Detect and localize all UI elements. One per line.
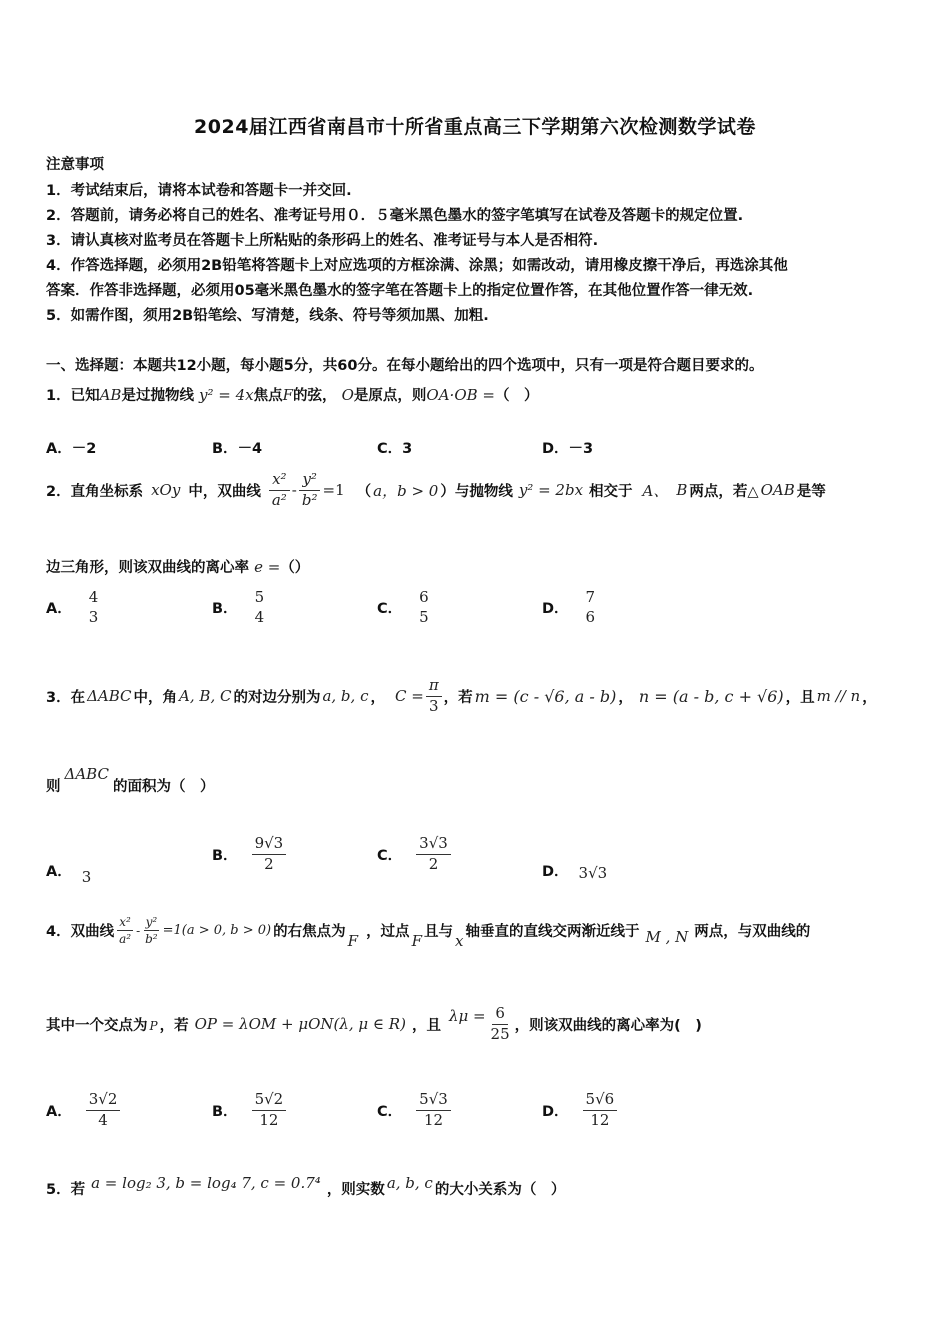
q2-text: （: [356, 483, 372, 500]
q4-math: x: [454, 931, 464, 950]
q2-text: 中，双曲线: [188, 483, 261, 500]
q3-option-a[interactable]: A． 3: [46, 864, 92, 886]
q4-text: 且与: [423, 924, 453, 941]
q4-text: 轴垂直的直线交两渐近线于: [465, 924, 640, 941]
q3-text: ，: [862, 689, 877, 706]
q4-option-b[interactable]: B． $\frac{5√2}{12}$: [212, 1092, 286, 1129]
q4-math: P: [149, 1019, 158, 1034]
q3-math: m = (c - √6, a - b): [474, 686, 617, 706]
q4-fraction: $\frac{\text{x²}}{\text{a²}}$: [119, 915, 132, 946]
q3-text: 3．在: [46, 689, 86, 706]
q2-math: OAB: [760, 481, 795, 500]
q2-text: ）与抛物线: [440, 483, 513, 500]
q2-math: a，b > 0: [373, 481, 439, 500]
q4-math: M , N: [645, 927, 689, 946]
q1-math: y² = 4x: [199, 386, 254, 404]
q2-math: e =: [254, 558, 281, 576]
q3-text: 的面积为（ ）: [112, 779, 215, 795]
q2-option-c[interactable]: C． 6 5: [377, 588, 429, 626]
q1-text: 1．已知: [46, 388, 100, 404]
question-4: [46, 915, 811, 950]
question-3: [46, 678, 877, 715]
q1-option-b[interactable]: B．－4: [212, 441, 263, 457]
q2-math: xOy: [151, 481, 181, 500]
q4-text: ，若: [159, 1017, 189, 1034]
q4-text: ，则该双曲线的离心率为( ): [514, 1017, 702, 1034]
q4-fraction: $\frac{6}{25}$: [490, 1004, 510, 1043]
q4-math: F: [347, 931, 359, 950]
q4-text: 其中一个交点为: [46, 1017, 148, 1034]
q3-text: 则: [46, 779, 61, 795]
q3-text: ，: [618, 689, 633, 706]
q5-math: a, b, c: [386, 1173, 433, 1192]
q2-text: 相交于: [589, 483, 633, 500]
question-5: [46, 1173, 566, 1199]
q3-math: m // n: [816, 687, 861, 706]
q3-text: ，且: [785, 689, 815, 706]
q2-option-d[interactable]: D． 7 6: [542, 588, 596, 626]
q3-text: ，: [370, 689, 385, 706]
q5-text: 的大小关系为（ ）: [434, 1182, 566, 1198]
q5-text: ，则实数: [326, 1182, 385, 1198]
q3-option-b[interactable]: B． $\frac{9√3}{2}$: [212, 836, 286, 873]
question-4-line2: [46, 1006, 702, 1043]
q3-option-c[interactable]: C． $\frac{3√3}{2}$: [377, 836, 451, 873]
q2-math: B: [676, 481, 688, 500]
q4-math: -: [136, 923, 141, 938]
q2-text: 边三角形，则该双曲线的离心率: [46, 560, 249, 576]
q4-text: ，且: [411, 1017, 441, 1034]
q3-math: C =: [394, 687, 424, 706]
q1-text: 是原点，则: [353, 388, 427, 404]
notice-item: 4．作答选择题，必须用2B铅笔将答题卡上对应选项的方框涂满、涂黑；如需改动，请用橡皮擦干净后，再选涂其他: [46, 258, 788, 274]
q4-text: 的右焦点为: [273, 924, 346, 941]
q2-math: y² = 2bx: [518, 481, 584, 500]
q3-option-d[interactable]: D． 3√3: [542, 864, 608, 882]
q2-math: =1: [322, 481, 345, 500]
q1-text: （ ）: [494, 388, 539, 404]
q3-text: 的对边分别为: [233, 689, 321, 706]
notice-heading: 注意事项: [46, 157, 104, 173]
q4-text: 4．双曲线: [46, 924, 115, 941]
q4-option-a[interactable]: A． $\frac{3√2}{4}$: [46, 1092, 120, 1129]
q2-math: A、: [642, 481, 669, 500]
q1-option-c[interactable]: C．3: [377, 441, 413, 457]
q1-option-d[interactable]: D．－3: [542, 441, 594, 457]
question-2: [46, 472, 826, 509]
q1-text: 的弦，: [293, 388, 337, 404]
q4-text: 两点，与双曲线的: [694, 924, 811, 941]
notice-item: 1．考试结束后，请将本试卷和答题卡一并交回.: [46, 183, 352, 199]
question-1: [46, 384, 538, 405]
q4-fraction: $\frac{\text{y²}}{\text{b²}}$: [145, 915, 158, 946]
q1-text: 焦点: [253, 388, 283, 404]
q2-fraction: $\frac{\text{x²}}{\text{a²}}$: [269, 472, 290, 509]
q1-text: 是过抛物线: [121, 388, 194, 404]
q3-fraction: $\frac{\pi}{3}$: [426, 678, 442, 715]
q1-math: OA·OB =: [426, 386, 495, 404]
q4-option-c[interactable]: C． $\frac{5√3}{12}$: [377, 1092, 451, 1129]
notice-item: 5．如需作图，须用2B铅笔绘、写清楚，线条、符号等须加黑、加粗.: [46, 308, 489, 324]
q1-math: AB: [99, 386, 122, 404]
q2-fraction: $\frac{\text{y²}}{\text{b²}}$: [299, 472, 321, 509]
section-heading: 一、选择题：本题共12小题，每小题5分，共60分。在每小题给出的四个选项中，只有一项是符合题目要求的。: [46, 358, 764, 374]
q4-text: ，过点: [366, 924, 410, 941]
q3-text: 中，角: [133, 689, 178, 706]
notice-item: 2．答题前，请务必将自己的姓名、准考证号用０．５毫米黑色墨水的签字笔填写在试卷及答题卡的规定位置.: [46, 208, 744, 224]
q2-text: 是等: [796, 483, 826, 500]
q3-math: A, B, C: [179, 687, 232, 706]
q1-option-a[interactable]: A．－2: [46, 441, 97, 457]
q2-option-a[interactable]: A． 4 3: [46, 588, 99, 626]
question-3-line2: [46, 765, 215, 796]
q2-option-b[interactable]: B． 5 4: [212, 588, 265, 626]
question-2-line2: [46, 556, 309, 577]
q3-math: n = (a - b, c + √6): [638, 686, 784, 706]
q3-math: ΔABC: [64, 765, 109, 783]
q3-math: a, b, c: [322, 687, 369, 706]
q3-math: ΔABC: [87, 687, 132, 706]
q1-math: O: [341, 386, 354, 404]
q2-text: （）: [280, 560, 310, 576]
q2-text: 两点，若△: [689, 483, 759, 500]
notice-item: 3．请认真核对监考员在答题卡上所粘贴的条形码上的姓名、准考证号与本人是否相符.: [46, 233, 599, 249]
q5-text: 5．若: [46, 1182, 86, 1198]
q4-option-d[interactable]: D． $\frac{5√6}{12}$: [542, 1092, 617, 1129]
q4-math: =1(a > 0, b > 0): [162, 923, 272, 939]
q5-math: a = log₂ 3, b = log₄ 7, c = 0.7⁴: [91, 1173, 321, 1192]
page-title: 2024届江西省南昌市十所省重点高三下学期第六次检测数学试卷: [194, 116, 756, 138]
q2-math: -: [291, 481, 297, 500]
q1-math: F: [282, 386, 294, 404]
notice-item: 答案．作答非选择题，必须用05毫米黑色墨水的签字笔在答题卡上的指定位置作答，在其他位置作答一律无效.: [46, 283, 754, 299]
q2-text: 2．直角坐标系: [46, 483, 144, 500]
q4-math: F: [411, 931, 422, 950]
q3-text: ，若: [443, 689, 473, 706]
q4-math: λμ =: [448, 1007, 486, 1026]
q4-math: OP = λOM + μON(λ, μ ∈ R): [194, 1015, 406, 1034]
